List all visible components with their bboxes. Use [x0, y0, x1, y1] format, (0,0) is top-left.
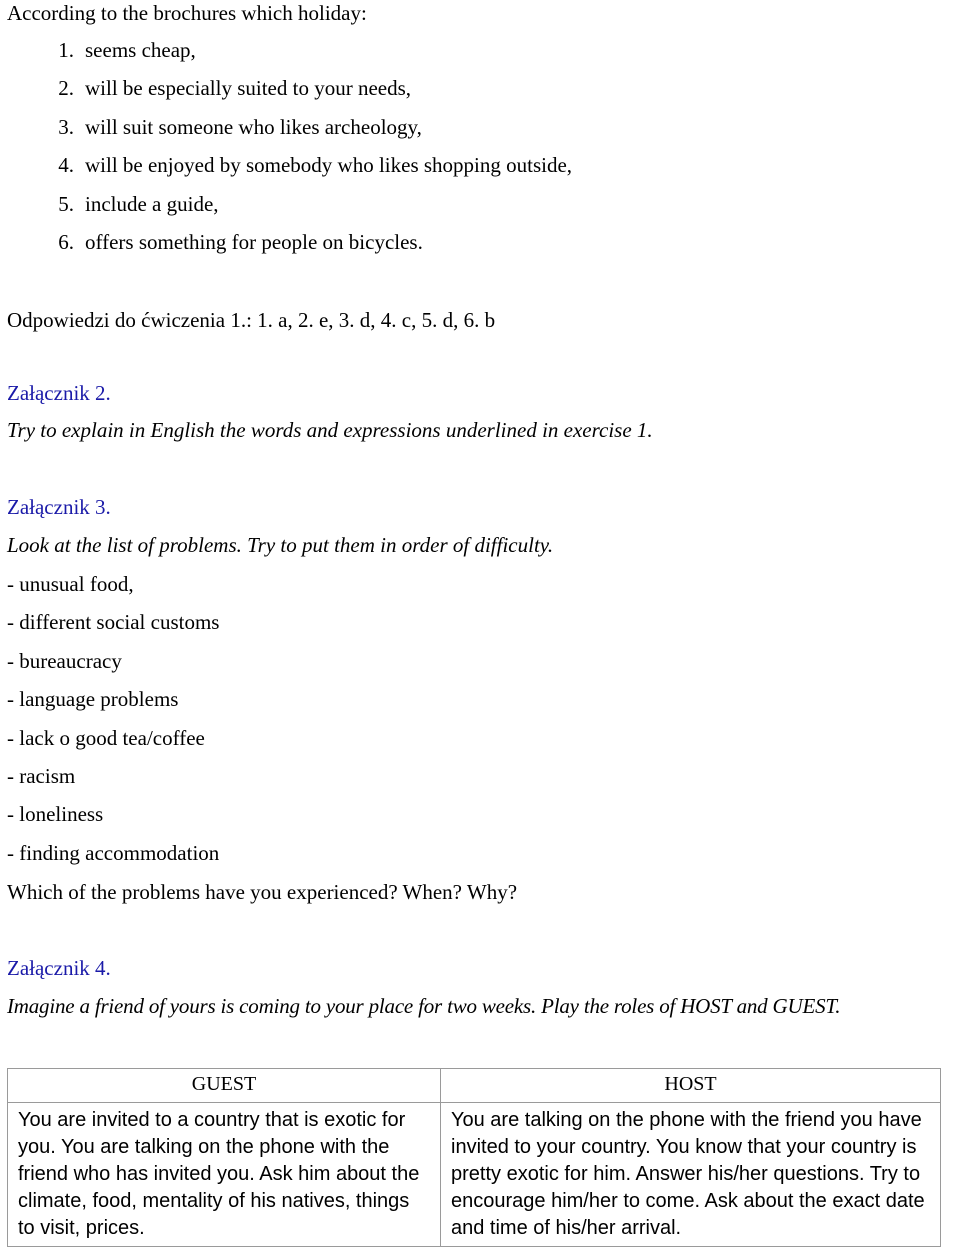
answer-key: Odpowiedzi do ćwiczenia 1.: 1. a, 2. e, 3. d, 4. c, 5. d, 6. b: [7, 308, 496, 332]
list-item: - different social customs: [7, 610, 220, 635]
holiday-list: [40, 37, 572, 267]
list-item: 1. seems cheap,: [58, 38, 196, 62]
table-row: [8, 1103, 941, 1247]
list-item: - finding accommodation: [7, 840, 220, 865]
attachment-4-instruction: Imagine a friend of yours is coming to your place for two weeks. Play the roles of HOST and GUEST.: [7, 994, 841, 1018]
guest-role-cell: You are invited to a country that is exotic for you. You are talking on the phone with the friend who has invited you. Ask him about the climate, food, mentality of his natives, things to visit, prices.: [8, 1103, 441, 1247]
host-role-cell: You are talking on the phone with the friend you have invited to your country. You know that your country is pretty exotic for him. Answer his/her questions. Try to encourage him/her to come. Ask about the exact date and time of his/her arrival.: [441, 1103, 941, 1247]
attachment-3-question: Which of the problems have you experienced? When? Why?: [7, 880, 518, 904]
intro-text: According to the brochures which holiday:: [7, 1, 367, 25]
list-item: - racism: [7, 763, 76, 788]
host-column-header: HOST: [441, 1069, 941, 1103]
attachment-4-heading: Załącznik 4.: [7, 956, 111, 980]
list-item: 6. offers something for people on bicycles.: [58, 229, 423, 254]
roles-table: [7, 1068, 941, 1247]
attachment-2-heading: Załącznik 2.: [7, 381, 111, 405]
list-item: - language problems: [7, 687, 179, 712]
attachment-2-instruction: Try to explain in English the words and expressions underlined in exercise 1.: [7, 418, 653, 442]
guest-column-header: GUEST: [8, 1069, 441, 1103]
list-item: - unusual food,: [7, 572, 134, 596]
list-item: 5. include a guide,: [58, 191, 219, 216]
list-item: - bureaucracy: [7, 648, 122, 673]
list-item: 4. will be enjoyed by somebody who likes shopping outside,: [58, 153, 573, 178]
list-item: - lack o good tea/coffee: [7, 725, 205, 750]
attachment-3-instruction: Look at the list of problems. Try to put them in order of difficulty.: [7, 533, 554, 557]
attachment-3-heading: Załącznik 3.: [7, 495, 111, 519]
table-header-row: [8, 1069, 941, 1103]
list-item: 2. will be especially suited to your needs,: [58, 76, 412, 101]
problem-list: [7, 571, 219, 878]
list-item: 3. will suit someone who likes archeology,: [58, 114, 422, 139]
list-item: - loneliness: [7, 802, 104, 827]
